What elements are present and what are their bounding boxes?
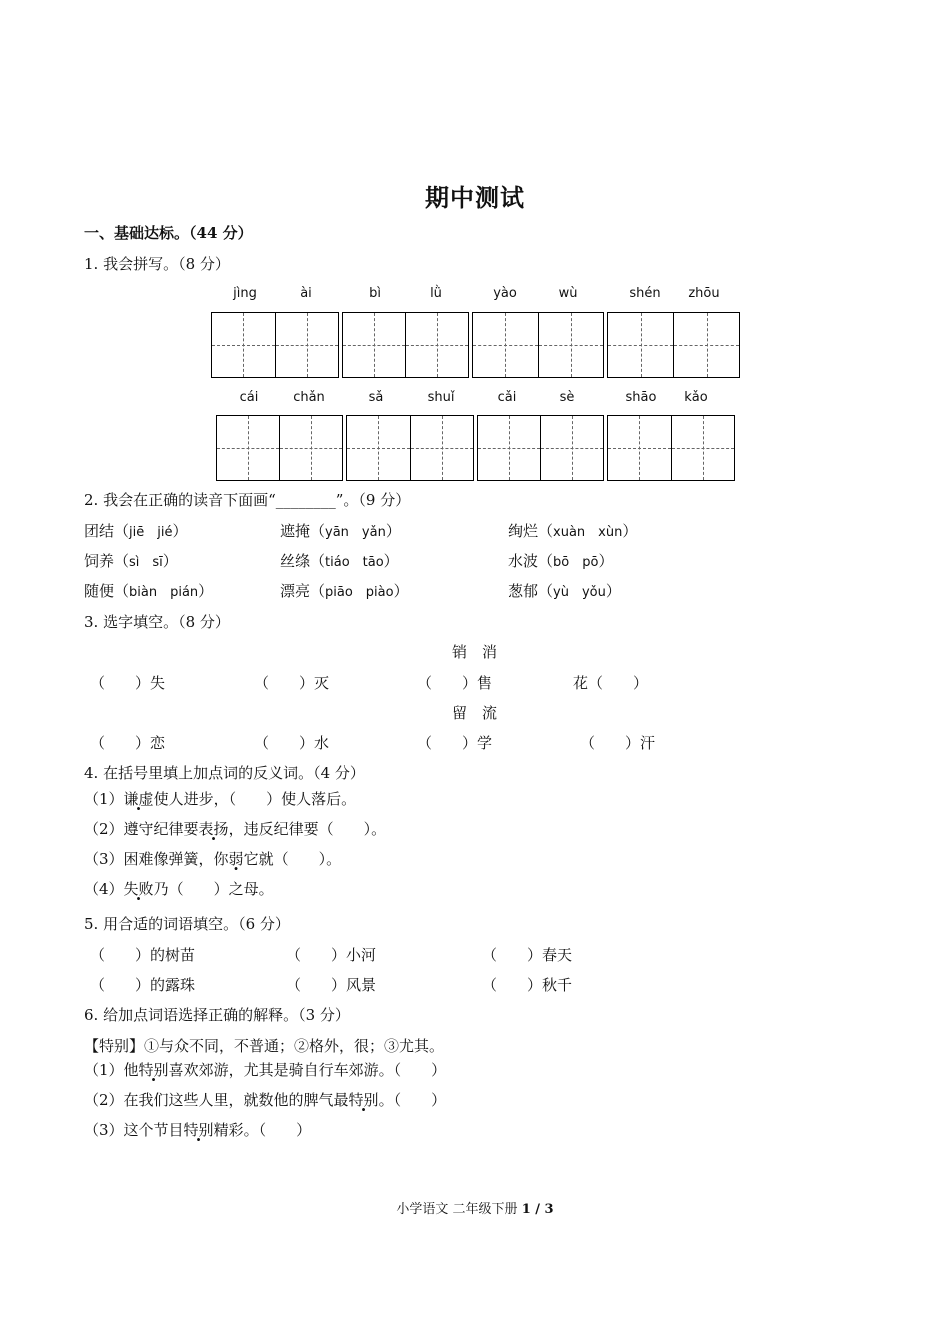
pinyin-label: bì [369,286,381,301]
fill-blank[interactable]: （ ）恋 [90,734,166,752]
reading-item: 随便（biàn pián） [84,582,214,600]
pinyin-label: shāo [625,390,657,405]
antonym-item[interactable]: （3）困难像弹簧，你弱它就（ ）。 [84,850,342,868]
antonym-item[interactable]: （2）遵守纪律要表扬，违反纪律要（ ）。 [84,820,387,838]
reading-item: 遮掩（yān yǎn） [280,522,401,540]
dotted-word: 弱 [228,850,244,868]
pinyin-label: ài [300,286,312,301]
reading-item: 丝绦（tiáo tāo） [280,552,399,570]
reading-item: 水波（bō pō） [508,552,614,570]
char-choice: 留 流 [452,704,498,722]
writing-grid[interactable] [607,312,740,378]
fill-blank[interactable]: （ ）春天 [482,946,573,964]
page-footer: 小学语文 二年级下册 1 / 3 [396,1202,554,1217]
char-choice: 销 消 [452,643,498,661]
question-6-label: 6. 给加点词语选择正确的解释。（3 分） [84,1006,350,1024]
writing-grid[interactable] [477,415,604,481]
fill-blank[interactable]: （ ）风景 [286,976,377,994]
dotted-word: 特别 [348,1091,379,1109]
reading-item: 团结（jiē jié） [84,522,188,540]
definition: 【特别】①与众不同，不普通；②格外，很；③尤其。 [84,1037,445,1055]
meaning-item[interactable]: （1）他特别喜欢郊游，尤其是骑自行车郊游。（ ） [84,1061,447,1079]
pinyin-label: shén [629,286,661,301]
dotted-word: 谦虚 [123,790,154,808]
dotted-word: 表扬 [198,820,229,838]
writing-grid[interactable] [216,415,343,481]
writing-grid[interactable] [472,312,604,378]
question-1-label: 1. 我会拼写。（8 分） [84,255,230,273]
fill-blank[interactable]: （ ）秋千 [482,976,573,994]
question-2-label: 2. 我会在正确的读音下面画“________”。（9 分） [84,491,411,509]
writing-grid[interactable] [607,415,735,481]
writing-grid[interactable] [346,415,474,481]
pinyin-label: kǎo [684,390,708,405]
pinyin-label: lǜ [430,286,442,301]
pinyin-label: shuǐ [427,390,455,405]
reading-item: 绚烂（xuàn xùn） [508,522,638,540]
fill-blank[interactable]: （ ）水 [254,734,330,752]
pinyin-label: chǎn [293,390,325,405]
fill-blank[interactable]: （ ）的露珠 [90,976,196,994]
pinyin-label: cái [239,390,259,405]
dotted-word: 特别 [183,1121,214,1139]
pinyin-label: wù [558,286,578,301]
meaning-item[interactable]: （2）在我们这些人里，就数他的脾气最特别。（ ） [84,1091,447,1109]
page-title: 期中测试 [425,183,525,212]
reading-item: 葱郁（yù yǒu） [508,582,621,600]
fill-blank[interactable]: （ ）失 [90,674,166,692]
fill-blank[interactable]: （ ）汗 [580,734,656,752]
dotted-word: 失败 [123,880,154,898]
question-5-label: 5. 用合适的词语填空。（6 分） [84,915,290,933]
pinyin-label: yào [493,286,517,301]
fill-blank[interactable]: （ ）售 [417,674,493,692]
pinyin-label: sǎ [368,390,384,405]
pinyin-label: cǎi [497,390,517,405]
fill-blank[interactable]: （ ）小河 [286,946,377,964]
dotted-word: 特别 [138,1061,169,1079]
fill-blank[interactable]: 花（ ） [573,674,649,692]
pinyin-label: sè [559,390,575,405]
question-4-label: 4. 在括号里填上加点词的反义词。（4 分） [84,764,365,782]
antonym-item[interactable]: （4）失败乃（ ）之母。 [84,880,274,898]
antonym-item[interactable]: （1）谦虚使人进步，（ ）使人落后。 [84,790,357,808]
meaning-item[interactable]: （3）这个节目特别精彩。（ ） [84,1121,312,1139]
reading-item: 饲养（sì sī） [84,552,178,570]
writing-grid[interactable] [211,312,339,378]
fill-blank[interactable]: （ ）的树苗 [90,946,196,964]
fill-blank[interactable]: （ ）学 [417,734,493,752]
page-number: 1 / 3 [521,1202,554,1217]
fill-blank[interactable]: （ ）灭 [254,674,330,692]
question-3-label: 3. 选字填空。（8 分） [84,613,230,631]
pinyin-label: jìng [233,286,257,301]
pinyin-label: zhōu [688,286,720,301]
reading-item: 漂亮（piāo piào） [280,582,409,600]
section-heading: 一、基础达标。（44 分） [84,224,253,242]
writing-grid[interactable] [342,312,469,378]
